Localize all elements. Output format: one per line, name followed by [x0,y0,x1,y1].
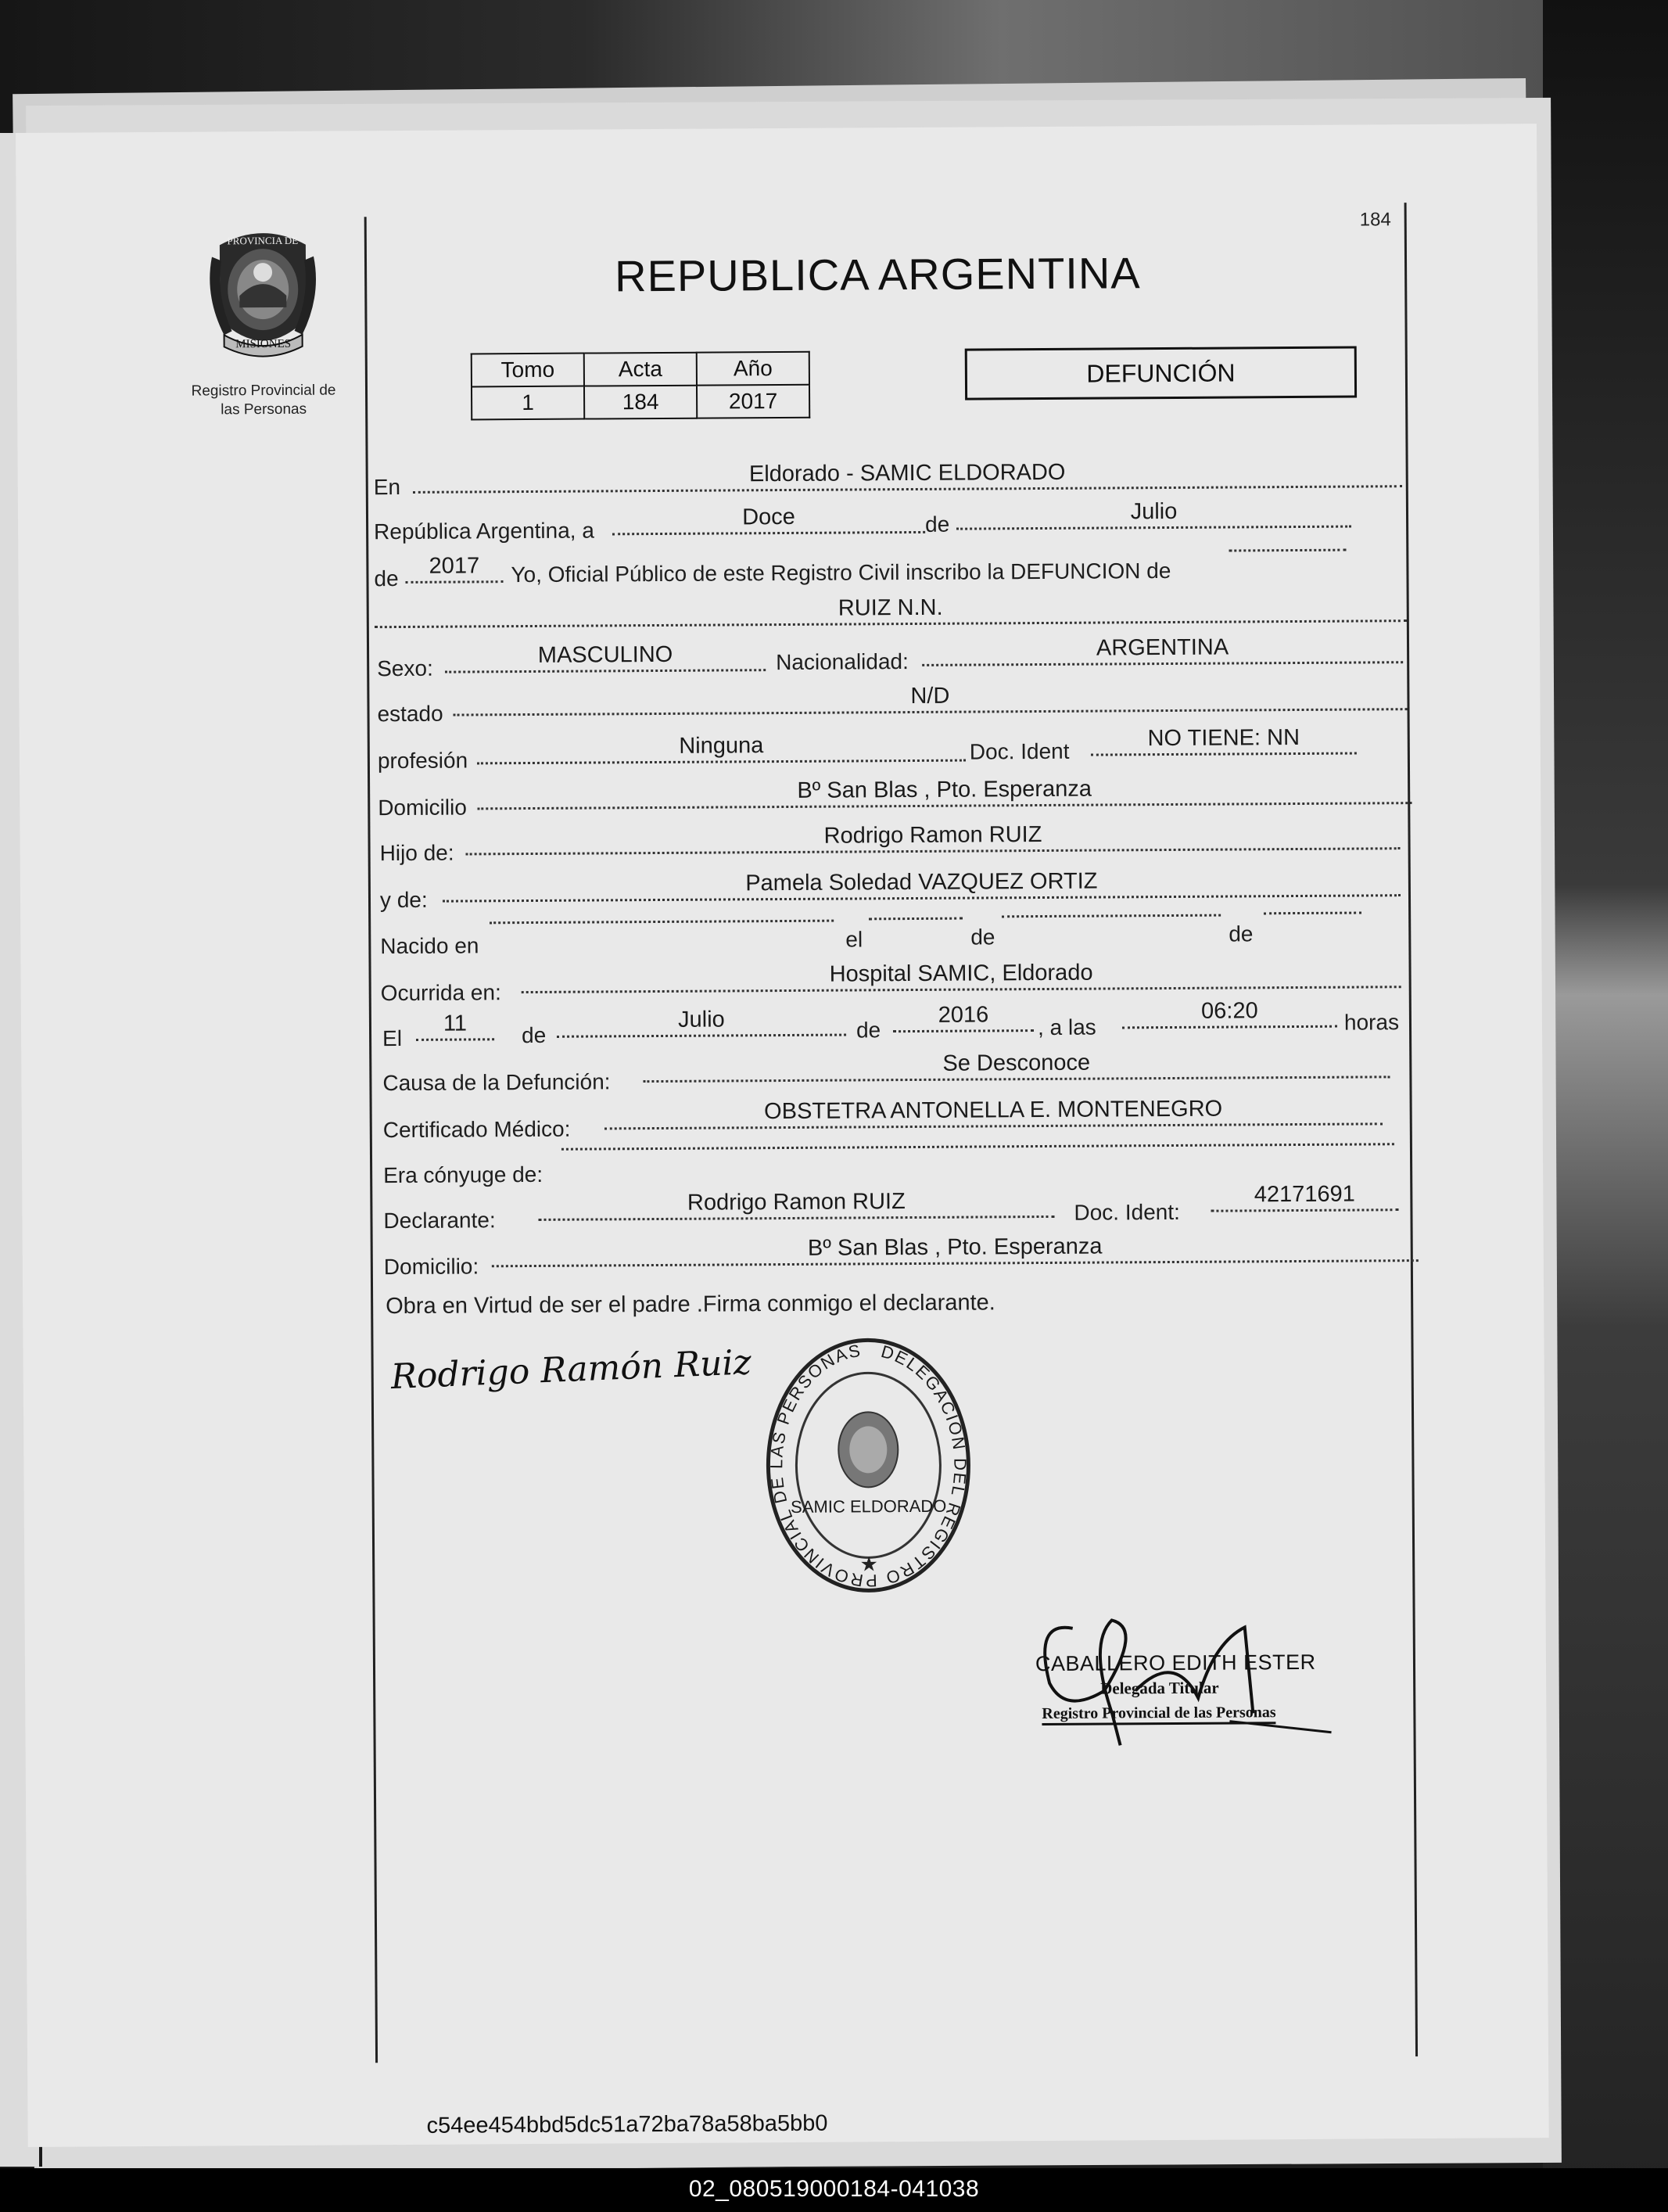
nacionalidad-value: ARGENTINA [922,633,1403,666]
document-hash: c54ee454bbd5dc51a72ba78a58ba5bb0 [426,2110,828,2138]
ocurrida-value: Hospital SAMIC, Eldorado [521,957,1401,993]
decl-domicilio-label: Domicilio: [383,1254,479,1280]
conyuge-value [561,1141,1394,1151]
month-value: Julio [956,497,1351,530]
table-header-ano: Año [697,352,809,386]
death-day-value: 11 [416,1010,494,1041]
decl-doc-label: Doc. Ident: [1074,1199,1180,1225]
official-title: Delegada Titular [1100,1678,1219,1698]
en-value: Eldorado - SAMIC ELDORADO [413,457,1402,494]
table-value-ano: 2017 [697,385,809,418]
alas-label: , a las [1037,1014,1096,1040]
nacido-el-label: el [845,927,863,952]
background-right [1543,0,1668,2212]
day-value: Doce [612,503,925,535]
estado-value: N/D [453,680,1407,716]
nacionalidad-label: Nacionalidad: [776,649,909,675]
record-table [471,351,811,421]
death-year-value: 2016 [893,1001,1034,1032]
hijo-label: Hijo de: [379,840,454,866]
deceased-name: RUIZ N.N. [375,591,1407,628]
registry-label-line2: las Personas [221,400,307,418]
table-header-tomo: Tomo [472,354,584,387]
en-label: En [373,475,401,500]
horas-label: horas [1343,1010,1400,1035]
table-value-acta: 184 [584,386,697,419]
obra-text: Obra en Virtud de ser el padre .Firma conmigo el declarante. [386,1290,995,1320]
file-id-label: 02_080519000184-041038 [688,2176,980,2202]
official-registry: Registro Provincial de las Personas [1042,1704,1275,1725]
causa-value: Se Desconoce [643,1047,1390,1083]
sexo-label: Sexo: [377,655,433,681]
declarant-signature: Rodrigo Ramón Ruiz [389,1342,752,1398]
hijo-value: Rodrigo Ramon RUIZ [465,819,1400,855]
declarante-value: Rodrigo Ramon RUIZ [538,1187,1054,1221]
document-title: REPUBLICA ARGENTINA [614,248,1141,301]
conyuge-label: Era cónyuge de: [383,1162,543,1188]
certificado-label: Certificado Médico: [382,1116,571,1143]
estado-label: estado [377,701,443,727]
doc-ident-label: Doc. Ident [969,738,1070,764]
de1-label: de [924,512,950,537]
right-margin-line [1404,203,1418,2056]
seal-inner-text: SAMIC ELDORADO [791,1496,947,1517]
republica-label: República Argentina, a [374,518,594,544]
de2-label: de [374,566,399,591]
document-type-box: DEFUNCIÓN [965,347,1357,400]
ocurrida-label: Ocurrida en: [380,980,501,1006]
table-value-tomo: 1 [472,386,584,420]
doc-ident-value: NO TIENE: NN [1091,724,1357,756]
causa-label: Causa de la Defunción: [382,1069,611,1096]
death-month-value: Julio [557,1006,846,1038]
nacido-label: Nacido en [380,933,479,959]
registry-label [170,381,357,419]
coat-of-arms-top-text: PROVINCIA DE [227,234,299,247]
profesion-label: profesión [377,748,468,774]
yde-value: Pamela Soledad VAZQUEZ ORTIZ [443,866,1401,902]
seal-star-icon: ★ [859,1552,878,1576]
official-name: CABALLERO EDITH ESTER [1035,1650,1316,1676]
yde-label: y de: [379,887,428,913]
declarante-label: Declarante: [383,1208,496,1233]
domicilio-label: Domicilio [378,795,467,821]
coat-of-arms-bottom-text: MISIONES [235,337,292,351]
nacido-year-value [1264,910,1361,915]
nacido-day-value [869,916,963,921]
domicilio-value: Bº San Blas , Pto. Esperanza [477,774,1412,810]
sexo-value: MASCULINO [445,641,766,673]
death-de1-label: de [521,1022,547,1048]
death-de2-label: de [856,1018,881,1043]
official-seal-icon [762,1332,974,1600]
death-el-label: El [382,1026,403,1051]
nacido-place-value [490,918,834,925]
nacido-de2-label: de [1229,921,1254,946]
death-certificate-page [16,124,1549,2147]
profesion-value: Ninguna [477,731,966,765]
nacido-month-value [1002,913,1221,918]
inscribe-text: Yo, Oficial Público de este Registro Civil inscribo la DEFUNCION de [511,558,1171,587]
death-time-value: 06:20 [1122,997,1337,1029]
decl-doc-value: 42171691 [1211,1180,1398,1212]
decl-domicilio-value: Bº San Blas , Pto. Esperanza [492,1231,1419,1267]
inscribe-blank [1229,548,1346,552]
registry-label-line1: Registro Provincial de [191,382,336,400]
year-value: 2017 [405,552,503,584]
certificado-value: OBSTETRA ANTONELLA E. MONTENEGRO [604,1094,1383,1129]
nacido-de1-label: de [970,925,995,950]
table-header-acta: Acta [584,353,697,386]
misiones-coat-of-arms-icon [204,225,322,359]
page-number: 184 [1359,209,1391,231]
seal-ring-text: DELEGACION DEL REGISTRO PROVINCIAL DE LAS PERSONAS [766,1340,970,1591]
